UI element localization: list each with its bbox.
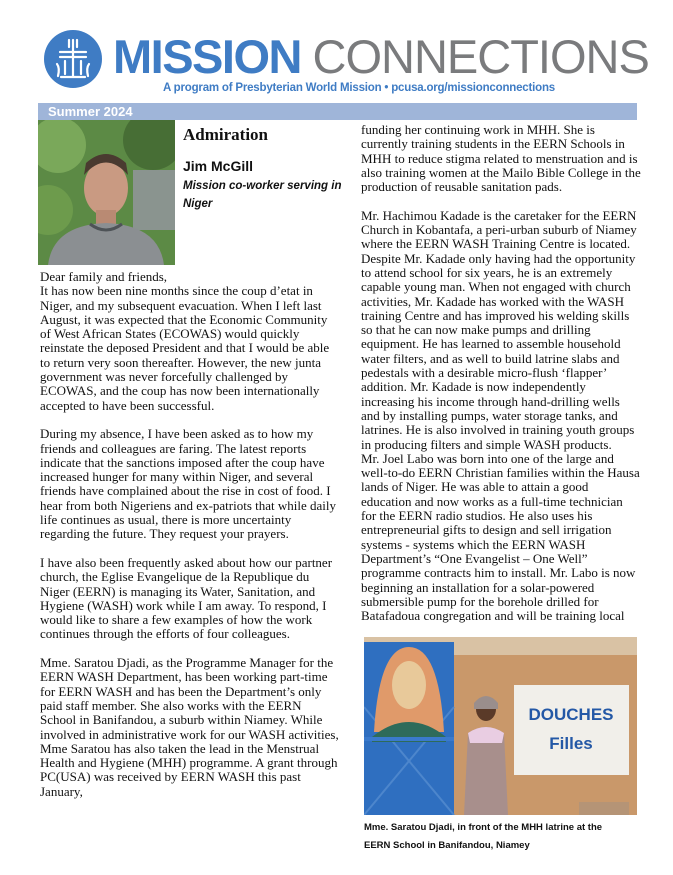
season-bar (38, 103, 637, 120)
byline (183, 125, 348, 213)
left-column (40, 270, 340, 799)
sign-douches: DOUCHES (528, 705, 614, 724)
paragraph: Mr. Hachimou Kadade is the caretaker for the EERN Church in Kobantafa, a peri-urban suburb of Niamey where the EERN WASH Training Centre is located. Despite Mr. Kadade only having had the opportunity to attend school for six years, he is an extremely capable young man. When not engaged with church activities, Mr. Kadade has worked with the WASH training Centre and has improved his welding skills so that he can now make pumps and drilling equipment. He has learned to assemble household water filters, and as well to build latrine slabs and pedestals with a desirable micro-flush ‘flapper’ addition. Mr. Kadade is now independently increasing his income through hand-drilling wells and by installing pumps, water storage tanks, and latrines. He is also involved in training youth groups in producing filters and simple WASH products. (361, 207, 637, 452)
author-photo (38, 120, 175, 265)
saratou-photo (364, 637, 637, 815)
photo-caption: Mme. Saratou Djadi, in front of the MHH latrine at the EERN School in Banifandou, Niamey (364, 822, 603, 851)
title-connections: CONNECTIONS (312, 30, 649, 83)
season-label: Summer 2024 (48, 104, 133, 119)
presbyterian-seal-icon (44, 30, 102, 88)
article-heading: Admiration (183, 125, 268, 144)
newsletter-title (113, 30, 649, 84)
title-mission: MISSION (113, 30, 301, 83)
author-name: Jim McGill (183, 158, 254, 174)
paragraph: Mme. Saratou Djadi, as the Programme Manager for the EERN WASH Department, has been working part-time for EERN WASH and has been the Department’s only paid staff member. She also works with the EERN School in Banifandou, a suburb within Niamey. While involved in administrative work for our WASH activities, Mme Saratou has also taken the lead in the Menstrual Health and Hygiene (MHH) programme. A grant through PC(USA) was received by EERN WASH this past January, (40, 655, 339, 799)
right-column (361, 123, 641, 623)
paragraph: funding her continuing work in MHH. She is currently training students in the EERN Schools in MHH to reduce stigma related to menstruation and is also training women at the Mailo Bible College in the production of reusable sanitation pads. (361, 122, 641, 195)
sign-filles: Filles (549, 734, 593, 753)
paragraph: I have also been frequently asked about how our partner church, the Eglise Evangelique de la Republique du Niger (EERN) is managing its Water, Sanitation, and Hygiene (WASH) work while I am away. To respond, I would like to share a few examples of how the work continues through the efforts of four colleagues. (40, 554, 333, 642)
paragraph: Dear family and friends, It has now been nine months since the coup d’etat in Niger, and my subsequent evacuation. When I left last August, it was expected that the Economic Community of West African States (ECOWAS) would quickly reinstate the deposed President and that I would be able to return very soon thereafter. However, the new junta government was never forcefully challenged by ECOWAS, and the coup has now been internationally accepted to have been successful. (40, 269, 330, 413)
newsletter-subtitle: A program of Presbyterian World Mission • pcusa.org/missionconnections (163, 82, 555, 94)
paragraph: Mr. Joel Labo was born into one of the large and well-to-do EERN Christian families within the Hausa lands of Niger. He was able to attain a good education and now works as a full-time technician for the EERN radio studios. He also uses his entrepreneurial gifts to design and sell irrigation systems - systems which the EERN WASH Department’s “One Evangelist – One Well” programme contracts him to install. Mr. Labo is now beginning an installation for a solar-powered submersible pump for the borehole drilled for Batafadoua congregation and will be training local (361, 450, 640, 624)
author-role: Mission co-worker serving in Niger (183, 180, 342, 210)
masthead (0, 0, 673, 100)
paragraph: During my absence, I have been asked as to how my friends and colleagues are faring. The latest reports indicate that the sanctions imposed after the coup have increased hunger for many within Niger, and several friends have complained about the rise in cost of food. I hear from both Nigeriens and ex-patriots that while daily life continues as usual, there is more uncertainty regarding the future. They request your prayers. (40, 426, 337, 542)
